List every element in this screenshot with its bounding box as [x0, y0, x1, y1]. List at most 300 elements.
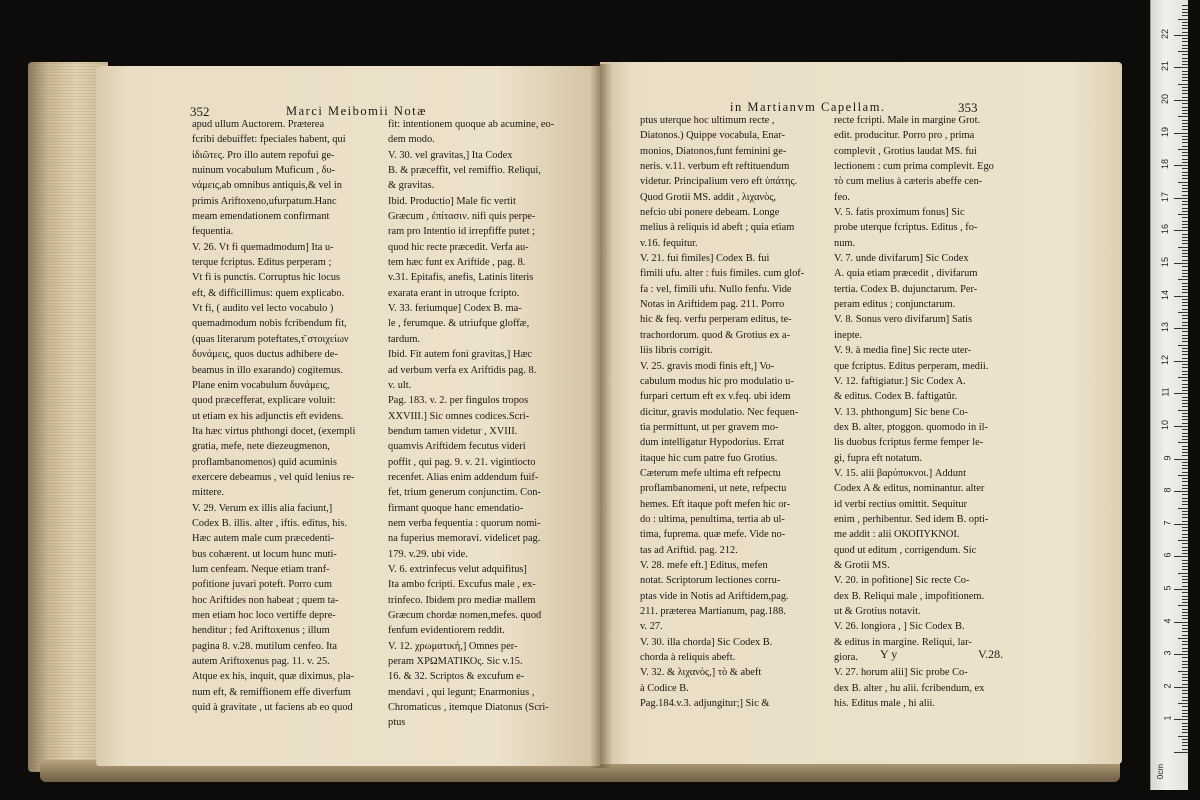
ruler-tick [1182, 566, 1188, 567]
text-line: 179. v.29. ubi vide. [388, 548, 468, 560]
text-line: Quod Grotii MS. addit , λιχανὸς, [640, 191, 777, 203]
ruler-tick [1182, 419, 1188, 420]
ruler-tick [1182, 351, 1188, 352]
ruler-tick [1182, 449, 1188, 450]
ruler-tick [1182, 309, 1188, 310]
text-line: A. quia etiam præcedit , divifarum [834, 268, 978, 280]
ruler-tick [1182, 612, 1188, 613]
ruler-tick [1182, 123, 1188, 124]
text-line: ram pro Intentio id irrepfiffe putet ; [388, 226, 535, 238]
text-line: inepte. [834, 329, 862, 341]
ruler-tick [1182, 129, 1188, 130]
ruler-tick [1182, 243, 1188, 244]
ruler-tick [1182, 485, 1188, 486]
text-line: V. 20. in pofitione] Sic recte Co- [834, 575, 970, 587]
ruler-number: 3 [1162, 650, 1173, 656]
text-line: na fuperius memoravi. videlicet pag. [388, 533, 541, 545]
ruler-tick [1182, 126, 1188, 127]
text-line: dex B. Reliqui male , impofitionem. [834, 590, 985, 602]
ruler-number: 20 [1159, 93, 1170, 105]
ruler-tick [1182, 302, 1188, 303]
ruler-tick [1182, 429, 1188, 430]
ruler-tick [1182, 478, 1188, 479]
ruler-tick [1182, 455, 1188, 456]
text-line: exarata erant in utroque fcripto. [388, 287, 520, 299]
ruler-number: 22 [1159, 28, 1170, 39]
ruler-tick [1182, 582, 1188, 583]
ruler-tick [1182, 253, 1188, 254]
text-line: B. & præceffit, vel remiffio. Reliqui, [388, 165, 541, 177]
ruler-tick [1174, 67, 1188, 68]
ruler-tick [1182, 413, 1188, 414]
ruler-tick [1174, 687, 1188, 688]
text-line: à Codice B. [640, 682, 689, 694]
ruler-tick [1182, 256, 1188, 257]
text-line: eft, & difficillimus: quem explicabo. [192, 287, 345, 299]
ruler-tick [1182, 237, 1188, 238]
ruler-tick [1178, 149, 1188, 150]
ruler-tick [1182, 569, 1188, 570]
text-line: quod ut editum , corrigendum. Sic [834, 544, 977, 556]
ruler-tick [1182, 745, 1188, 746]
text-line: & gravitas. [388, 180, 435, 192]
text-line: & Grotii MS. [834, 559, 890, 571]
ruler-tick [1182, 90, 1188, 91]
ruler-tick [1178, 703, 1188, 704]
text-line: Notas in Ariftidem pag. 211. Porro [640, 299, 785, 311]
text-line: Plane enim vocabulum δυνάμεις, [192, 379, 330, 391]
text-line: Pag. 183. v. 2. per fingulos tropos [388, 395, 529, 407]
text-line: quod præcefferat, explicare voluit: [192, 395, 336, 407]
ruler-tick [1182, 576, 1188, 577]
text-line: Hæc autem male cum præcedenti- [192, 533, 334, 545]
ruler-tick [1182, 178, 1188, 179]
text-line: τὸ cum melius à cæteris abeffe cen- [834, 176, 983, 188]
ruler-tick [1178, 312, 1188, 313]
ruler-number: 10 [1159, 419, 1170, 431]
ruler-tick [1182, 651, 1188, 652]
ruler-tick [1182, 511, 1188, 512]
ruler-tick [1182, 609, 1188, 610]
ruler-tick [1182, 64, 1188, 65]
ruler-tick [1182, 103, 1188, 104]
text-line: fit: intentionem quoque ab acumine, eo- [388, 119, 555, 130]
ruler-number: 4 [1162, 618, 1173, 624]
text-line: dex B. alter , hu alii. fcribendum, ex [834, 682, 985, 694]
ruler-tick [1174, 556, 1188, 557]
ruler-tick [1182, 723, 1188, 724]
catchword: V.28. [978, 647, 1004, 661]
text-line: melius à reliquis id abeft ; quia etiam [640, 222, 795, 234]
text-line: tardum. [388, 333, 421, 345]
ruler-tick [1174, 361, 1188, 362]
ruler-tick [1182, 625, 1188, 626]
text-line: dicitur, gravis modulatio. Nec fequen- [640, 406, 799, 418]
ruler-tick [1182, 41, 1188, 42]
ruler-tick [1174, 198, 1188, 199]
ruler-tick [1182, 462, 1188, 463]
ruler-tick [1182, 543, 1188, 544]
ruler-tick [1182, 276, 1188, 277]
ruler-tick [1182, 387, 1188, 388]
right-page-column-2 [834, 113, 1034, 711]
text-line: beamus in illo exarando) cogitemus. [192, 364, 343, 376]
ruler-tick [1182, 371, 1188, 372]
ruler-tick [1182, 527, 1188, 528]
ruler-tick [1178, 605, 1188, 606]
ruler-tick [1182, 706, 1188, 707]
text-line: V. 13. phthongum] Sic bene Co- [834, 406, 969, 418]
text-line: primis Ariftoxeno,ufurpatum.Hanc [192, 195, 337, 207]
ruler-tick [1182, 93, 1188, 94]
ruler-tick [1174, 426, 1188, 427]
left-running-head: Marci Meibomii Notæ [286, 104, 427, 118]
ruler-tick [1182, 547, 1188, 548]
ruler-tick [1178, 214, 1188, 215]
text-line: Græcum chordæ nomen,mefes. quod [388, 610, 542, 621]
text-line: terque fcriptus. Editus perperam ; [192, 257, 332, 269]
text-line: Chromaticus , itemque Diatonus (Scri- [388, 702, 549, 714]
ruler-tick [1182, 716, 1188, 717]
ruler-tick [1178, 19, 1188, 20]
ruler-tick [1182, 599, 1188, 600]
text-line: V. 12. faftigiatur.] Sic Codex A. [834, 375, 966, 387]
ruler-tick [1182, 641, 1188, 642]
ruler-tick [1178, 442, 1188, 443]
ruler-number: 14 [1159, 289, 1170, 300]
ruler-tick [1182, 58, 1188, 59]
ruler-tick [1178, 573, 1188, 574]
ruler-tick [1182, 550, 1188, 551]
ruler-tick [1182, 739, 1188, 740]
ruler-tick [1174, 589, 1188, 590]
ruler-number: 13 [1159, 322, 1170, 333]
text-line: Diatonos.) Quippe vocabula, Enar- [640, 130, 785, 142]
ruler-tick [1174, 393, 1188, 394]
ruler-tick [1178, 51, 1188, 52]
text-line: tia permittunt, ut per gravem mo- [640, 421, 779, 433]
ruler-number: 6 [1162, 552, 1173, 558]
text-line: fa : vel, fimili ufu. Nullo fenfu. Vide [640, 283, 792, 295]
ruler-tick [1182, 48, 1188, 49]
ruler-tick [1174, 719, 1188, 720]
text-line: V. 12. χρωματική,] Omnes per- [388, 640, 518, 652]
left-page [96, 66, 600, 766]
ruler-tick [1182, 142, 1188, 143]
text-line: V. 15. alii βαρύπυκνοι.] Addunt [834, 467, 967, 479]
text-line: monios, Diatonos,funt feminini ge- [640, 145, 787, 157]
ruler-tick [1182, 292, 1188, 293]
ruler-tick [1182, 9, 1188, 10]
ruler-tick [1182, 403, 1188, 404]
ruler-tick [1178, 736, 1188, 737]
ruler-tick [1182, 693, 1188, 694]
ruler-tick [1182, 416, 1188, 417]
text-line: autem Ariftoxenus pag. 11. v. 25. [192, 656, 330, 668]
text-line: ptus uterque hoc ultimum recte , [640, 115, 775, 126]
text-line: num eft, & remiffionem effe diverfum [192, 686, 351, 698]
text-line: ut & Grotius notavit. [834, 606, 921, 617]
ruler-tick [1182, 397, 1188, 398]
text-line: lum cenfeam. Neque etiam tranf- [192, 563, 330, 575]
ruler-tick [1182, 674, 1188, 675]
text-line: nem verba fequentia : quorum nomi- [388, 517, 541, 529]
ruler-tick [1182, 22, 1188, 23]
ruler-tick [1182, 563, 1188, 564]
ruler-number: 19 [1159, 126, 1170, 137]
ruler-tick [1182, 120, 1188, 121]
ruler-tick [1182, 710, 1188, 711]
text-line: νάμεις,ab omnibus antiquis,& vel in [192, 180, 342, 192]
text-line: proflambanomeni, ut nete, refpectu [640, 483, 787, 495]
ruler-tick [1182, 661, 1188, 662]
text-line: giora. [834, 652, 858, 664]
ruler-tick [1182, 384, 1188, 385]
ruler-tick [1182, 195, 1188, 196]
text-line: gratia, mefe, nete diezeugmenon, [192, 441, 330, 453]
ruler-tick [1182, 374, 1188, 375]
ruler-tick [1178, 182, 1188, 183]
ruler-tick [1174, 622, 1188, 623]
text-line: itaque hic cum patre fuo Grotius. [640, 452, 778, 464]
text-line: videtur. Principalium vero eft ὑπάτης. [640, 176, 798, 188]
text-line: bus cohærent. ut locum hunc muti- [192, 548, 337, 560]
ruler-tick [1178, 508, 1188, 509]
ruler-tick [1178, 247, 1188, 248]
text-line: V. 32. & λιχανὸς,] τὸ & abeft [640, 667, 762, 679]
text-line: quemadmodum nobis fcribendum fit, [192, 318, 347, 330]
text-line: V. 30. illa chorda] Sic Codex B. [640, 636, 773, 648]
ruler-tick [1178, 475, 1188, 476]
ruler-tick [1182, 318, 1188, 319]
text-line: V. 28. mefe eft.] Editus, mefen [640, 559, 768, 571]
ruler-tick [1182, 191, 1188, 192]
ruler-number: 5 [1162, 585, 1173, 591]
ruler-number: 11 [1160, 387, 1171, 398]
ruler-tick [1182, 726, 1188, 727]
text-line: Ibid. Fit autem foni gravitas,] Hæc [388, 349, 532, 361]
ruler-tick [1182, 185, 1188, 186]
text-line: V. 27. horum alii] Sic probe Co- [834, 667, 968, 679]
text-line: hic & feq. verfu perperam editus, te- [640, 314, 792, 326]
ruler-tick [1182, 155, 1188, 156]
ruler-tick [1182, 188, 1188, 189]
ruler-tick [1182, 107, 1188, 108]
ruler-tick [1182, 615, 1188, 616]
ruler-tick [1174, 263, 1188, 264]
ruler-tick [1182, 331, 1188, 332]
ruler-tick [1182, 406, 1188, 407]
ruler-tick [1182, 146, 1188, 147]
text-line: V. 26. Vt fi quemadmodum] Ita u- [192, 241, 334, 253]
right-page [600, 62, 1122, 764]
text-line: furpari certum eft ex v.feq. ubi idem [640, 391, 791, 403]
ruler-tick [1182, 305, 1188, 306]
ruler-tick [1174, 296, 1188, 297]
text-line: trinfeco. Ibidem pro mediæ mallem [388, 594, 536, 606]
text-line: quod hic recte præcedit. Verfa au- [388, 241, 529, 253]
ruler-tick [1182, 208, 1188, 209]
text-line: exercere debeamus , vel quid lenius re- [192, 471, 355, 483]
text-line: edit. producitur. Porro pro , prima [834, 130, 975, 142]
text-line: poffit , qui pag. 9. v. 21. vigintiocto [388, 456, 536, 468]
text-line: ptus [388, 717, 406, 729]
ruler-tick [1182, 367, 1188, 368]
text-line: le , ferumque. & utriufque gloffæ, [388, 318, 530, 330]
text-line: δυνάμεις, quos ductus adhibere de- [192, 349, 338, 361]
text-line: lis duobus fcriptus ferme femper le- [834, 437, 984, 449]
text-line: 16. & 32. Scriptos & excufum e- [388, 671, 525, 683]
ruler-number: 1 [1162, 715, 1173, 721]
left-page-column-2 [388, 117, 588, 731]
ruler-tick [1182, 481, 1188, 482]
ruler-tick [1182, 644, 1188, 645]
ruler-tick [1182, 15, 1188, 16]
ruler-tick [1178, 377, 1188, 378]
ruler-tick [1182, 270, 1188, 271]
text-line: V. 7. unde divifarum] Sic Codex [834, 253, 969, 265]
ruler-tick [1182, 732, 1188, 733]
ruler-tick [1182, 97, 1188, 98]
text-line: tima, fuprema. quæ mefe. Vide no- [640, 529, 786, 541]
ruler-number: 7 [1162, 520, 1173, 526]
ruler-tick [1182, 335, 1188, 336]
ruler-tick [1182, 514, 1188, 515]
text-line: Vt fi, ( audito vel lecto vocabulo ) [192, 303, 334, 315]
ruler-tick [1182, 175, 1188, 176]
text-line: v.31. Epitafis, anefis, Latinis literis [388, 272, 534, 284]
text-line: recte fcripti. Male in margine Grot. [834, 115, 981, 126]
text-line: peram ΧΡΩΜΑΤΙΚΟς. Sic v.15. [388, 656, 523, 668]
ruler-tick [1182, 299, 1188, 300]
ruler-number: 17 [1159, 191, 1170, 202]
text-line: V. 30. vel gravitas,] Ita Codex [388, 149, 513, 161]
ruler-tick [1178, 671, 1188, 672]
ruler-tick [1182, 579, 1188, 580]
text-line: 211. præterea Martianum, pag.188. [640, 606, 786, 617]
text-line: & editus. Codex B. faftigatûr. [834, 391, 958, 403]
ruler-tick [1178, 638, 1188, 639]
ruler-number: 12 [1159, 354, 1170, 365]
text-line: mendavi , qui legunt; Enarmonius , [388, 686, 535, 698]
ruler-tick [1182, 32, 1188, 33]
text-line: XXVIII.] Sic omnes codices.Scri- [388, 410, 530, 422]
ruler-tick [1182, 436, 1188, 437]
left-page-column-1 [192, 117, 382, 715]
ruler-tick [1182, 273, 1188, 274]
text-line: hemes. Eft itaque poft mefen hic or- [640, 498, 791, 510]
ruler-tick [1174, 459, 1188, 460]
text-line: Pag.184.v.3. adjungitur;] Sic & [640, 698, 770, 710]
ruler-tick [1182, 697, 1188, 698]
text-line: tas ad Ariftid. pag. 212. [640, 544, 738, 556]
text-line: fcribi debuiffet: fpeciales habent, qui [192, 134, 346, 146]
ruler-tick [1182, 680, 1188, 681]
ruler-tick [1182, 380, 1188, 381]
ruler-tick [1174, 35, 1188, 36]
ruler-tick [1174, 328, 1188, 329]
text-line: fenfum evidentiorem reddit. [388, 625, 505, 637]
ruler-tick [1182, 521, 1188, 522]
ruler-tick [1182, 80, 1188, 81]
text-line: bendum tamen videtur , XVIII. [388, 425, 518, 437]
right-page-column-1 [640, 113, 830, 711]
text-line: proflambanomenos) quid acuminis [192, 456, 337, 468]
text-line: pofitione juvari poteft. Porro cum [192, 579, 332, 591]
ruler-tick [1182, 586, 1188, 587]
ruler-tick [1182, 534, 1188, 535]
ruler-tick [1182, 713, 1188, 714]
ruler-tick [1182, 162, 1188, 163]
ruler-tick [1178, 279, 1188, 280]
ruler-tick [1182, 749, 1188, 750]
ruler-tick [1182, 446, 1188, 447]
text-line: id verbi rectius omittit. Sequitur [834, 498, 968, 510]
ruler-tick [1182, 664, 1188, 665]
text-line: & editus in margine. Reliqui, lar- [834, 636, 972, 648]
ruler-tick [1182, 325, 1188, 326]
text-line: peram editus ; conjunctarum. [834, 299, 956, 311]
text-line: V. 29. Verum ex illis alia faciunt,] [192, 502, 333, 514]
ruler-tick [1182, 700, 1188, 701]
text-line: lectionem : cum prima complevit. Ego [834, 161, 994, 173]
text-line: V. 21. fui fimiles] Codex B. fui [640, 253, 770, 265]
ruler-tick [1182, 113, 1188, 114]
ruler-tick [1182, 322, 1188, 323]
text-line: V. 25. gravis modi finis eft,] Vo- [640, 360, 775, 372]
ruler-number: 15 [1159, 256, 1170, 268]
text-line: que fcriptus. Editus perperam, medii. [834, 360, 989, 372]
ruler-tick [1182, 348, 1188, 349]
ruler-tick [1182, 227, 1188, 228]
text-line: fet, trium generum conjunctim. Con- [388, 487, 541, 499]
ruler-tick [1182, 423, 1188, 424]
ruler-tick [1178, 540, 1188, 541]
ruler-tick [1174, 752, 1188, 753]
text-line: ptas vide in Notis ad Ariftidem,pag. [640, 590, 789, 602]
ruler-tick [1174, 165, 1188, 166]
ruler-tick [1182, 250, 1188, 251]
text-line: Ita hæc virtus phthongi docet, (exempli [192, 425, 356, 437]
text-line: liis libris corrigit. [640, 345, 713, 357]
ruler-tick [1182, 139, 1188, 140]
text-line: trachordorum. quod & Grotius ex a- [640, 329, 791, 341]
ruler-number: 9 [1162, 455, 1173, 461]
ruler-tick [1182, 201, 1188, 202]
text-line: tem hæc funt ex Ariftide , pag. 8. [388, 257, 526, 269]
ruler-tick [1182, 628, 1188, 629]
text-line: dem modo. [388, 134, 435, 146]
ruler-tick [1182, 494, 1188, 495]
text-line: tertia. Codex B. dujunctarum. Per- [834, 283, 978, 295]
text-line: cabulum modus hic pro modulatio u- [640, 375, 794, 387]
ruler-tick [1182, 217, 1188, 218]
text-line: v.16. fequitur. [640, 237, 698, 249]
ruler-tick [1182, 260, 1188, 261]
text-line: Codex B. illis. alter , iftis. editus, his. [192, 517, 347, 529]
ruler-tick [1182, 631, 1188, 632]
ruler-tick [1182, 592, 1188, 593]
text-line: num. [834, 237, 856, 249]
text-line: Cæterum mefe ultima eft refpectu [640, 467, 781, 479]
ruler-tick [1174, 230, 1188, 231]
ruler-tick [1182, 677, 1188, 678]
text-line: nuinum vocabulum Muficum , δυ- [192, 165, 336, 177]
ruler-tick [1182, 530, 1188, 531]
ruler-tick [1174, 491, 1188, 492]
ruler-tick [1182, 439, 1188, 440]
ruler-tick [1182, 54, 1188, 55]
